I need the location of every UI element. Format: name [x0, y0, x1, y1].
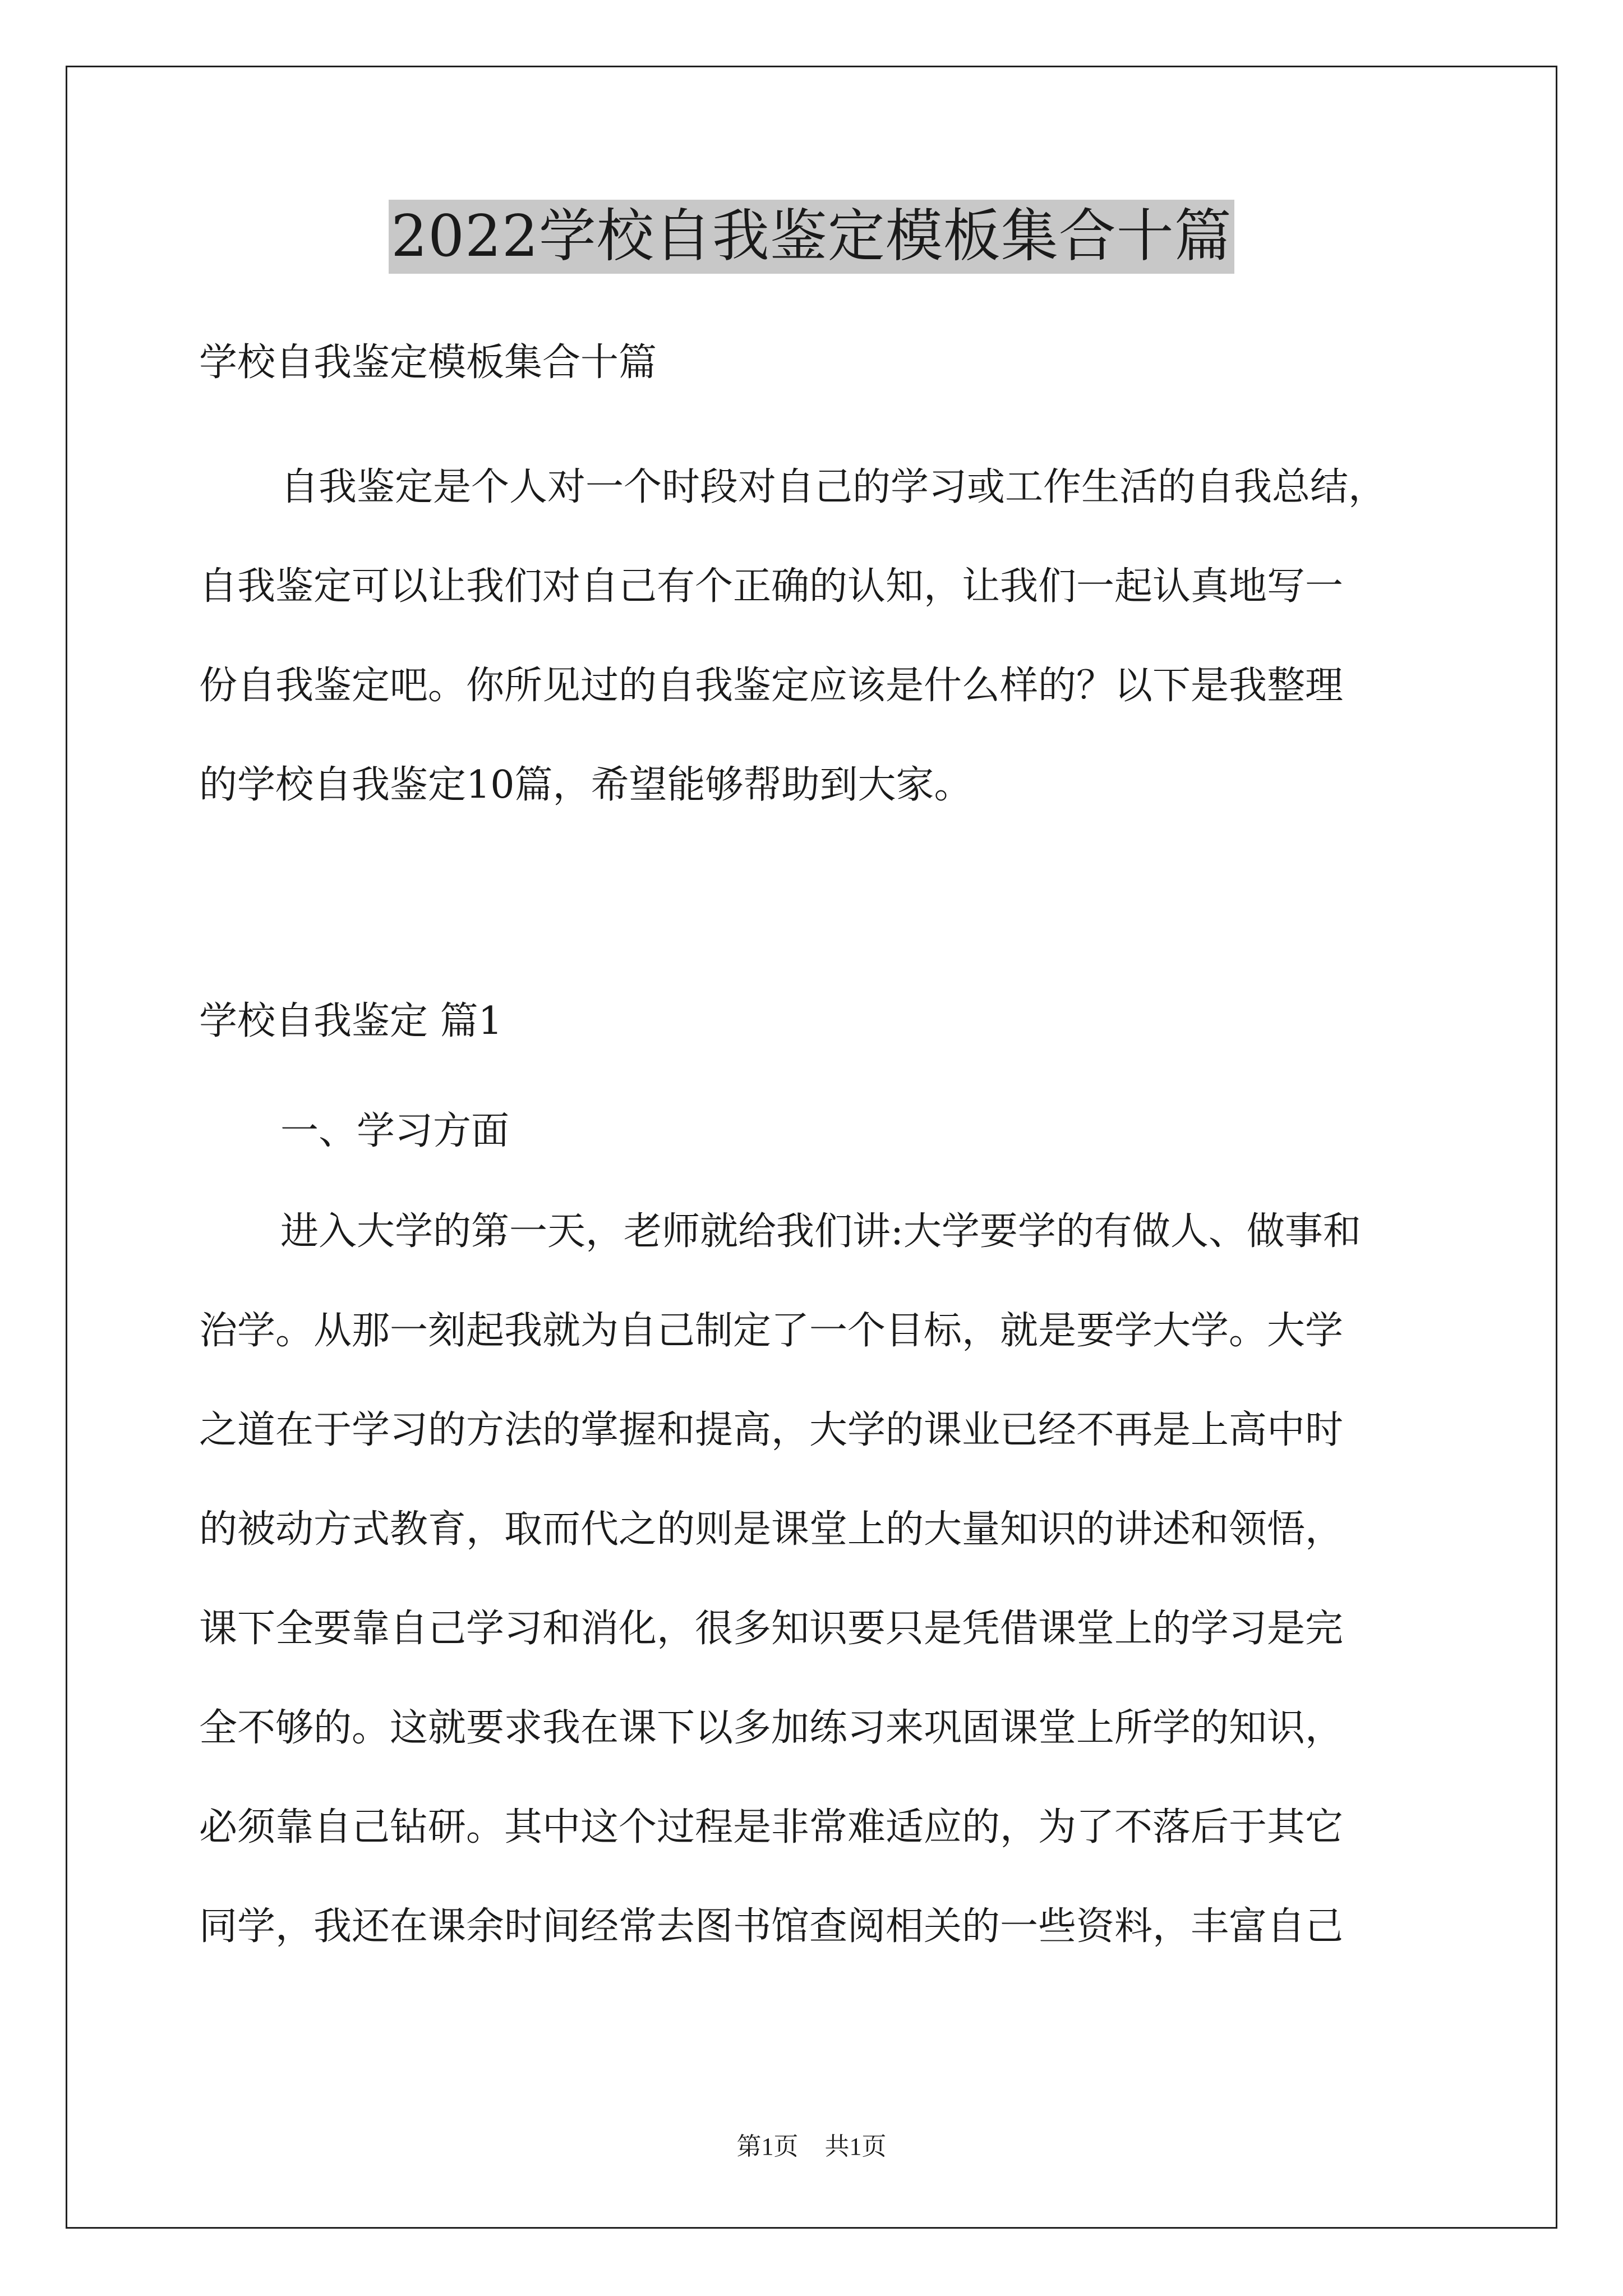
body-line: 必须靠自己钻研。其中这个过程是非常难适应的，为了不落后于其它	[199, 1805, 1344, 1849]
document-title: 2022学校自我鉴定模板集合十篇	[389, 200, 1234, 274]
page-footer	[0, 2126, 1623, 2162]
body-line: 治学。从那一刻起我就为自己制定了一个目标，就是要学大学。大学	[199, 1309, 1344, 1353]
subsection-heading: 一、学习方面	[280, 1109, 510, 1153]
body-line: 的被动方式教育，取而代之的则是课堂上的大量知识的讲述和领悟，	[199, 1507, 1344, 1552]
intro-line: 自我鉴定可以让我们对自己有个正确的认知，让我们一起认真地写一	[199, 564, 1344, 609]
page-number: 第1页	[736, 2133, 799, 2160]
body-line: 之道在于学习的方法的掌握和提高，大学的课业已经不再是上高中时	[199, 1408, 1344, 1452]
intro-line: 的学校自我鉴定10篇，希望能够帮助到大家。	[199, 763, 972, 807]
section-heading: 学校自我鉴定 篇1	[199, 999, 502, 1043]
body-line: 全不够的。这就要求我在课下以多加练习来巩固课堂上所学的知识，	[199, 1706, 1344, 1750]
intro-line: 份自我鉴定吧。你所见过的自我鉴定应该是什么样的？以下是我整理	[199, 664, 1344, 708]
body-line: 课下全要靠自己学习和消化，很多知识要只是凭借课堂上的学习是完	[199, 1607, 1344, 1651]
body-line: 进入大学的第一天，老师就给我们讲:大学要学的有做人、做事和	[280, 1209, 1361, 1254]
title-container	[0, 200, 1623, 274]
intro-line: 自我鉴定是个人对一个时段对自己的学习或工作生活的自我总结，	[280, 465, 1387, 509]
body-line: 同学，我还在课余时间经常去图书馆查阅相关的一些资料，丰富自己	[199, 1904, 1344, 1949]
page-total: 共1页	[824, 2133, 887, 2160]
document-subtitle: 学校自我鉴定模板集合十篇	[199, 341, 657, 385]
